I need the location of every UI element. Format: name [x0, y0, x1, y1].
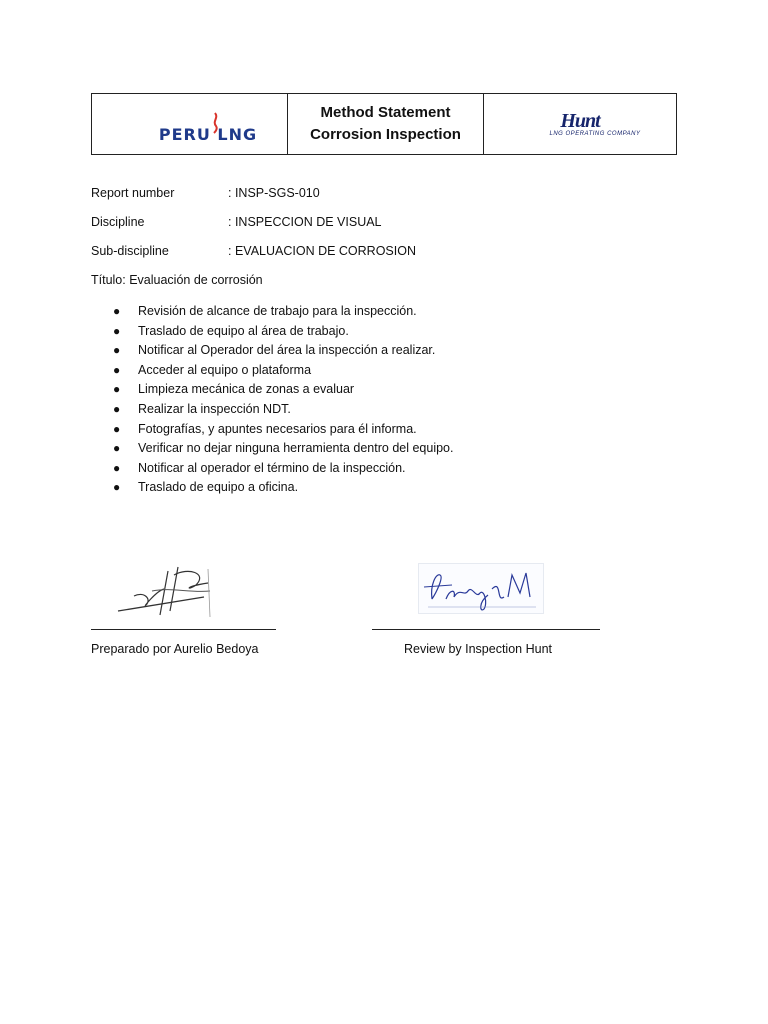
list-item: ● Traslado de equipo al área de trabajo. [113, 322, 454, 342]
list-item: ● Notificar al operador el término de la inspección. [113, 459, 454, 479]
hunt-logo-cell [484, 94, 676, 154]
field-value: : EVALUACION DE CORROSION [228, 244, 416, 258]
field-report-number [91, 186, 320, 200]
signature-caption-right: Review by Inspection Hunt [404, 642, 552, 656]
list-item: ● Fotografías, y apuntes necesarios para él informa. [113, 420, 454, 440]
header-table [91, 93, 677, 155]
peru-lng-logo-cell [92, 94, 288, 154]
bullet-icon: ● [113, 460, 121, 475]
procedure-steps-list [113, 302, 454, 498]
signature-line-right [372, 629, 600, 630]
hunt-logo [520, 111, 641, 137]
list-item: ● Acceder al equipo o plataforma [113, 361, 454, 381]
peru-lng-logo-text: PERU LNG [158, 125, 258, 144]
signature-caption-left: Preparado por Aurelio Bedoya [91, 642, 259, 656]
signature-line-left [91, 629, 276, 630]
field-sub-discipline [91, 244, 416, 258]
bullet-icon: ● [113, 382, 121, 397]
list-item: ● Traslado de equipo a oficina. [113, 478, 454, 498]
list-item: ● Realizar la inspección NDT. [113, 400, 454, 420]
document-title-line2: Corrosion Inspection [310, 126, 461, 143]
list-item: ● Notificar al Operador del área la inspección a realizar. [113, 341, 454, 361]
field-value: : INSPECCION DE VISUAL [228, 215, 382, 229]
field-value: : INSP-SGS-010 [228, 186, 320, 200]
flame-icon [210, 112, 220, 134]
bullet-icon: ● [113, 362, 121, 377]
field-discipline [91, 215, 382, 229]
document-title-line1: Method Statement [320, 104, 451, 121]
bullet-icon: ● [113, 421, 121, 436]
bullet-icon: ● [113, 480, 121, 495]
list-item: ● Limpieza mecánica de zonas a evaluar [113, 380, 454, 400]
field-label: Report number [91, 186, 175, 200]
peru-lng-logo [158, 112, 258, 144]
hunt-logo-subtitle: LNG OPERATING COMPANY [549, 131, 641, 137]
list-item: ● Verificar no dejar ninguna herramienta dentro del equipo. [113, 439, 454, 459]
bullet-icon: ● [113, 401, 121, 416]
document-title-cell [288, 94, 484, 154]
bullet-icon: ● [113, 304, 121, 318]
signature-left-image [112, 561, 216, 621]
field-label: Discipline [91, 215, 145, 229]
hunt-logo-text: Hunt [560, 110, 600, 132]
list-item: ● Revisión de alcance de trabajo para la inspección. [113, 302, 454, 322]
document-subject: Título: Evaluación de corrosión [91, 273, 263, 287]
bullet-icon: ● [113, 441, 121, 456]
signature-right-image [418, 563, 544, 615]
field-label: Sub-discipline [91, 244, 169, 258]
bullet-icon: ● [113, 343, 121, 358]
bullet-icon: ● [113, 323, 121, 338]
